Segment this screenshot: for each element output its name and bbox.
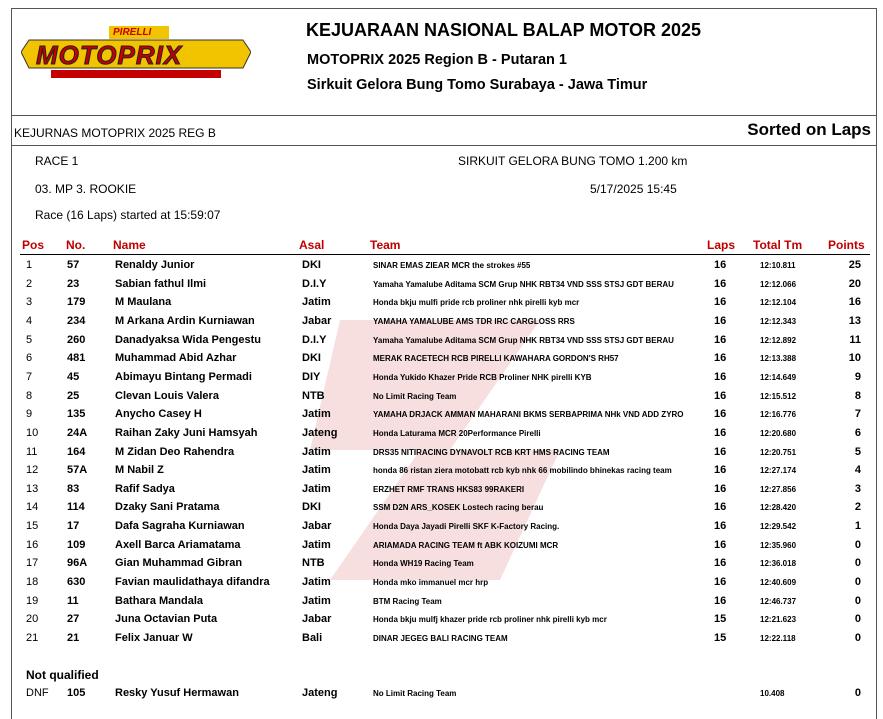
cell-name: Clevan Louis Valera bbox=[115, 389, 219, 402]
logo-brand-top: PIRELLI bbox=[113, 27, 152, 38]
cell-points: 0 bbox=[854, 576, 861, 589]
logo-brand-main: MOTOPRIX bbox=[36, 40, 183, 70]
cell-total: 12:20.680 bbox=[760, 428, 797, 438]
cell-pos: 15 bbox=[26, 520, 39, 533]
cell-total: 12:16.776 bbox=[760, 410, 797, 420]
col-pos-header: Pos bbox=[22, 238, 45, 252]
cell-laps: 16 bbox=[714, 296, 727, 309]
table-row bbox=[0, 520, 883, 538]
cell-team: MERAK RACETECH RCB PIRELLI KAWAHARA GORDON'S RH57 bbox=[373, 354, 619, 364]
table-row bbox=[0, 278, 883, 296]
cell-no: 11 bbox=[67, 594, 79, 607]
cell-asal: DIY bbox=[302, 370, 321, 383]
cell-asal: DKI bbox=[302, 259, 321, 271]
table-row bbox=[0, 334, 883, 352]
cell-laps: 15 bbox=[714, 613, 727, 626]
cell-no: 114 bbox=[67, 501, 85, 514]
cell-laps: 16 bbox=[714, 445, 727, 458]
cell-no: 135 bbox=[67, 408, 86, 421]
cell-name: Dafa Sagraha Kurniawan bbox=[115, 520, 245, 533]
circuit-info: SIRKUIT GELORA BUNG TOMO 1.200 km bbox=[458, 154, 688, 168]
cell-team: DINAR JEGEG BALI RACING TEAM bbox=[373, 634, 508, 643]
cell-total: 12:15.512 bbox=[760, 391, 797, 401]
table-row bbox=[0, 483, 883, 501]
cell-total: 12:27.856 bbox=[760, 484, 797, 494]
cell-team: Honda WH19 Racing Team bbox=[373, 559, 474, 569]
cell-laps: 16 bbox=[714, 277, 727, 290]
cell-team: Honda bkju mulfi pride rcb proliner nhk pirelli kyb mcr bbox=[373, 298, 580, 308]
cell-name: Muhammad Abid Azhar bbox=[115, 352, 237, 365]
cell-pos: 14 bbox=[26, 501, 39, 514]
cell-laps: 16 bbox=[714, 594, 727, 607]
cell-asal: DKI bbox=[302, 501, 321, 514]
cell-laps: 15 bbox=[714, 632, 727, 644]
cell-pos: 7 bbox=[26, 370, 33, 383]
cell-team: honda 86 ristan ziera motobatt rcb kyb nhk 66 mobilindo bhinekas racing team bbox=[373, 466, 672, 476]
table-row bbox=[0, 390, 883, 408]
cell-pos: 6 bbox=[26, 352, 33, 365]
cell-name: Resky Yusuf Hermawan bbox=[115, 687, 239, 699]
cell-name: Danadyaksa Wida Pengestu bbox=[115, 333, 262, 346]
cell-points: 16 bbox=[848, 296, 861, 309]
cell-team: ARIAMADA RACING TEAM ft ABK KOIZUMI MCR bbox=[373, 540, 559, 550]
cell-name: Axell Barca Ariamatama bbox=[115, 538, 241, 551]
cell-points: 6 bbox=[854, 426, 861, 439]
cell-no: 21 bbox=[67, 632, 80, 644]
table-row bbox=[0, 539, 883, 557]
table-row bbox=[0, 408, 883, 426]
cell-total: 12:10.811 bbox=[760, 261, 796, 270]
table-row bbox=[0, 259, 883, 277]
cell-points: 5 bbox=[854, 445, 861, 458]
cell-team: BTM Racing Team bbox=[373, 596, 442, 606]
cell-laps: 16 bbox=[714, 557, 727, 570]
cell-no: 179 bbox=[67, 296, 86, 309]
cell-name: M Maulana bbox=[115, 296, 172, 309]
cell-asal: DKI bbox=[302, 352, 321, 365]
cell-laps: 16 bbox=[714, 352, 727, 365]
cell-team: YAMAHA DRJACK AMMAN MAHARANI BKMS SERBAPRIMA NHk VND ADD ZYRO bbox=[373, 410, 684, 420]
cell-pos: 8 bbox=[26, 389, 33, 402]
cell-asal: Jabar bbox=[302, 314, 332, 327]
cell-pos: 19 bbox=[26, 594, 39, 607]
cell-no: 17 bbox=[67, 520, 80, 533]
cell-pos: 3 bbox=[26, 296, 33, 309]
cell-total: 12:29.542 bbox=[760, 522, 797, 532]
cell-asal: Jatim bbox=[302, 445, 331, 458]
cell-asal: Jatim bbox=[302, 538, 331, 551]
col-points-header: Points bbox=[828, 238, 865, 252]
cell-name: Favian maulidathaya difandra bbox=[115, 576, 270, 589]
cell-laps: 16 bbox=[714, 408, 727, 421]
cell-no: 234 bbox=[67, 314, 86, 327]
cell-points: 0 bbox=[854, 538, 861, 551]
cell-team: Honda Daya Jayadi Pirelli SKF K-Factory Racing. bbox=[373, 522, 560, 532]
cell-asal: NTB bbox=[302, 389, 325, 402]
table-row bbox=[0, 613, 883, 631]
cell-no: 109 bbox=[67, 538, 86, 551]
cell-team: YAMAHA YAMALUBE AMS TDR IRC CARGLOSS RRS bbox=[373, 316, 575, 326]
sorted-label: Sorted on Laps bbox=[747, 120, 871, 139]
championship-title: KEJUARAAN NASIONAL BALAP MOTOR 2025 bbox=[306, 20, 702, 40]
race-datetime: 5/17/2025 15:45 bbox=[590, 182, 677, 196]
cell-laps: 16 bbox=[714, 426, 727, 439]
cell-points: 2 bbox=[854, 501, 861, 514]
table-row bbox=[0, 501, 883, 519]
cell-laps: 16 bbox=[714, 538, 727, 551]
cell-total: 12:14.649 bbox=[760, 372, 797, 382]
col-team-header: Team bbox=[370, 238, 401, 252]
cell-total: 12:12.343 bbox=[760, 316, 797, 326]
cell-asal: D.I.Y bbox=[302, 333, 327, 346]
table-row bbox=[0, 427, 883, 445]
cell-name: Felix Januar W bbox=[115, 632, 193, 644]
cell-points: 8 bbox=[854, 389, 861, 402]
cell-asal: Jatim bbox=[302, 296, 331, 309]
cell-laps: 16 bbox=[714, 259, 727, 271]
race-start-info: Race (16 Laps) started at 15:59:07 bbox=[35, 208, 221, 222]
cell-asal: Bali bbox=[302, 632, 323, 644]
cell-team: SINAR EMAS ZIEAR MCR the strokes #55 bbox=[373, 261, 531, 270]
cell-no: 23 bbox=[67, 277, 80, 290]
cell-pos: 21 bbox=[26, 632, 39, 644]
cell-total: 12:12.066 bbox=[760, 279, 797, 289]
cell-points: 7 bbox=[854, 408, 861, 421]
cell-laps: 16 bbox=[714, 464, 727, 477]
cell-no: 630 bbox=[67, 576, 86, 589]
cell-team: Yamaha Yamalube Aditama SCM Grup NHK RBT34 VND SSS STSJ GDT BERAU bbox=[373, 279, 674, 289]
cell-points: 0 bbox=[854, 687, 861, 699]
cell-no: 105 bbox=[67, 687, 86, 699]
cell-team: SSM D2N ARS_KOSEK Lostech racing berau bbox=[373, 503, 544, 513]
cell-total: 12:12.892 bbox=[760, 335, 797, 345]
cell-name: M Nabil Z bbox=[115, 464, 164, 477]
cell-pos: 12 bbox=[26, 464, 39, 477]
col-name-header: Name bbox=[113, 238, 146, 252]
cell-asal: Jatim bbox=[302, 482, 331, 495]
cell-name: Abimayu Bintang Permadi bbox=[115, 370, 252, 383]
class-label: 03. MP 3. ROOKIE bbox=[35, 182, 137, 196]
cell-total: 12:40.609 bbox=[760, 578, 797, 588]
cell-pos: 2 bbox=[26, 277, 33, 290]
cell-team: Honda Laturama MCR 20Performance Pirelli bbox=[373, 428, 541, 438]
cell-asal: Jatim bbox=[302, 464, 331, 477]
cell-no: 57A bbox=[67, 464, 88, 477]
cell-name: Anycho Casey H bbox=[115, 408, 202, 421]
cell-name: Sabian fathul Ilmi bbox=[115, 277, 207, 290]
cell-pos: 18 bbox=[26, 576, 39, 589]
cell-no: 45 bbox=[67, 370, 80, 383]
cell-no: 164 bbox=[67, 445, 86, 458]
cell-no: 260 bbox=[67, 333, 86, 346]
race-label: RACE 1 bbox=[35, 154, 79, 168]
cell-team: Honda Yukido Khazer Pride RCB Proliner NHK pirelli KYB bbox=[373, 372, 592, 382]
cell-name: Bathara Mandala bbox=[115, 594, 204, 607]
cell-pos: 11 bbox=[26, 445, 38, 458]
table-row bbox=[0, 296, 883, 314]
header-underline bbox=[20, 254, 870, 255]
cell-points: 1 bbox=[854, 520, 861, 533]
cell-name: M Zidan Deo Rahendra bbox=[115, 445, 235, 458]
cell-asal: Jabar bbox=[302, 520, 332, 533]
cell-total: 12:46.737 bbox=[760, 596, 797, 606]
cell-total: 12:12.104 bbox=[760, 298, 797, 308]
cell-no: 57 bbox=[67, 259, 80, 271]
table-row bbox=[0, 464, 883, 482]
cell-name: Dzaky Sani Pratama bbox=[115, 501, 220, 514]
cell-points: 13 bbox=[848, 314, 861, 327]
cell-points: 3 bbox=[854, 482, 861, 495]
table-row bbox=[0, 315, 883, 333]
cell-total: 12:13.388 bbox=[760, 354, 797, 364]
cell-total: 12:21.623 bbox=[760, 615, 797, 625]
cell-points: 0 bbox=[854, 594, 861, 607]
cell-asal: D.I.Y bbox=[302, 277, 327, 290]
cell-name: M Arkana Ardin Kurniawan bbox=[115, 314, 255, 327]
cell-asal: Jateng bbox=[302, 426, 338, 439]
cell-no: 25 bbox=[67, 389, 80, 402]
cell-name: Renaldy Junior bbox=[115, 259, 195, 271]
cell-points: 9 bbox=[854, 370, 861, 383]
table-row bbox=[0, 557, 883, 575]
cell-asal: Jatim bbox=[302, 576, 331, 589]
cell-total: 12:27.174 bbox=[760, 466, 797, 476]
cell-pos: 4 bbox=[26, 314, 33, 327]
cell-no: 481 bbox=[67, 352, 86, 365]
cell-asal: Jatim bbox=[302, 408, 331, 421]
cell-no: 24A bbox=[67, 426, 88, 439]
col-asal-header: Asal bbox=[299, 238, 325, 252]
cell-points: 0 bbox=[854, 557, 861, 570]
cell-name: Raihan Zaky Juni Hamsyah bbox=[115, 426, 258, 439]
cell-pos: 16 bbox=[26, 538, 39, 551]
cell-pos: 13 bbox=[26, 482, 39, 495]
event-id: KEJURNAS MOTOPRIX 2025 REG B bbox=[14, 126, 216, 140]
cell-laps: 16 bbox=[714, 389, 727, 402]
cell-name: Gian Muhammad Gibran bbox=[115, 557, 243, 570]
divider bbox=[11, 115, 877, 116]
cell-laps: 16 bbox=[714, 576, 727, 589]
cell-name: Rafif Sadya bbox=[115, 482, 175, 495]
cell-name: Juna Octavian Puta bbox=[115, 613, 218, 626]
table-row bbox=[0, 595, 883, 613]
table-row bbox=[0, 371, 883, 389]
cell-asal: Jabar bbox=[302, 613, 332, 626]
cell-points: 0 bbox=[854, 613, 861, 626]
cell-points: 25 bbox=[848, 259, 861, 271]
cell-total: 12:20.751 bbox=[760, 447, 797, 457]
cell-asal: NTB bbox=[302, 557, 325, 570]
table-row bbox=[0, 352, 883, 370]
cell-pos: 5 bbox=[26, 333, 33, 346]
cell-no: 96A bbox=[67, 557, 88, 570]
cell-laps: 16 bbox=[714, 370, 727, 383]
cell-asal: Jateng bbox=[302, 687, 338, 699]
cell-total: 10.408 bbox=[760, 689, 785, 698]
table-row bbox=[0, 576, 883, 594]
cell-team: Honda bkju mulfj khazer pride rcb proliner nhk pirelli kyb mcr bbox=[373, 615, 607, 625]
cell-total: 12:28.420 bbox=[760, 503, 797, 513]
col-no-header: No. bbox=[66, 238, 86, 252]
cell-pos: 20 bbox=[26, 613, 39, 626]
cell-total: 12:35.960 bbox=[760, 540, 797, 550]
col-total-header: Total Tm bbox=[753, 238, 803, 252]
dnf-row bbox=[0, 687, 883, 705]
cell-pos: 1 bbox=[26, 259, 33, 271]
table-row bbox=[0, 446, 883, 464]
cell-asal: Jatim bbox=[302, 594, 331, 607]
cell-points: 20 bbox=[848, 277, 861, 290]
venue-title: Sirkuit Gelora Bung Tomo Surabaya - Jawa Timur bbox=[307, 77, 648, 93]
cell-team: Yamaha Yamalube Aditama SCM Grup NHK RBT34 VND SSS STSJ GDT BERAU bbox=[373, 335, 674, 345]
cell-team: Honda mko immanuel mcr hrp bbox=[373, 578, 489, 588]
cell-laps: 16 bbox=[714, 520, 727, 533]
cell-laps: 16 bbox=[714, 482, 727, 495]
cell-team: No Limit Racing Team bbox=[373, 689, 457, 698]
event-subtitle: MOTOPRIX 2025 Region B - Putaran 1 bbox=[307, 52, 567, 68]
cell-points: 11 bbox=[849, 333, 861, 346]
cell-team: DRS35 NITIRACING DYNAVOLT RCB KRT HMS RACING TEAM bbox=[373, 447, 610, 457]
cell-pos: DNF bbox=[26, 687, 49, 699]
divider bbox=[11, 145, 877, 146]
cell-laps: 16 bbox=[714, 501, 727, 514]
table-row bbox=[0, 632, 883, 650]
cell-points: 4 bbox=[854, 464, 861, 477]
cell-no: 83 bbox=[67, 482, 80, 495]
cell-points: 10 bbox=[848, 352, 861, 365]
cell-laps: 16 bbox=[714, 333, 727, 346]
not-qualified-label: Not qualified bbox=[26, 668, 99, 682]
cell-team: ERZHET RMF TRANS HKS83 99RAKERI bbox=[373, 484, 525, 494]
col-laps-header: Laps bbox=[707, 238, 736, 252]
cell-pos: 9 bbox=[26, 408, 33, 421]
cell-points: 0 bbox=[854, 632, 861, 644]
cell-no: 27 bbox=[67, 613, 80, 626]
cell-laps: 16 bbox=[714, 314, 727, 327]
cell-pos: 17 bbox=[26, 557, 39, 570]
cell-total: 12:36.018 bbox=[760, 559, 797, 569]
cell-team: No Limit Racing Team bbox=[373, 391, 457, 401]
cell-total: 12:22.118 bbox=[760, 634, 796, 643]
cell-pos: 10 bbox=[26, 426, 39, 439]
